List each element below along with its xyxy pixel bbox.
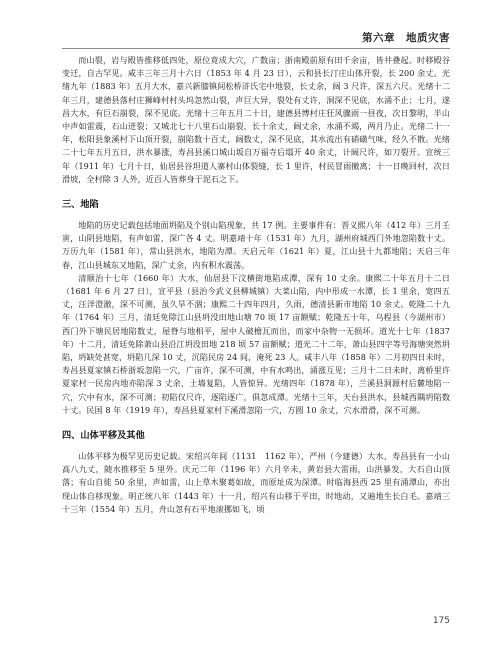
paragraph: 而山裂，岩与殿皆推移低四处，原位竟成大穴，广数亩；浙南殿前原有田千余亩，皆井叠起。时移殿谷变迁，自古罕见。咸丰三年三月十六日（1853 年 4 月 23 日），云和县长汀庄山体开裂，长 200 余丈。光绪九年（1883 年）五月大水，嘉兴新膝镇间松桥浒氏宅中地裂，长丈余，阔 3 尺许，深五六尺。光绪十二年三月，建德县落村庄狮峰村村头坞忽然山裂，声巨大异，裂处有丈许，洞深不见底，水涌不止；七月，遂昌大水，有巨石崩裂，深不见底。光绪十三年五月二十日，建德县博村庄狂风骤雨一昼夜，次日黎明，半山中声如雷震，石山迸裂；又城北七十八里石山崩裂，长十余丈，阔丈余，水涌不竭，两月乃止。光绪二十一年，松阳县象溪村下山顶开裂，崩陷数十百丈，阔数丈，深不见底，其水流出有硝磺气味，经久不散。光绪二十七年五月五日，洪水暴涨，寿昌县溪口城山坂自万福寺后塌开 40 余丈，计阔尺许，如刀裂开。宣统三年（1911 年）七月十日，仙居县谷坦道人寨村山体裂缝，长 1 里许，村民冒雨撤离；十一日晚回村，次日滑坡，全村除 3 人外，近百人皆葬身于泥石之下。 <box>62 55 450 184</box>
section-heading-mountain-shift: 四、山体平移及其他 <box>62 430 145 442</box>
page-body <box>62 54 450 516</box>
header-rule <box>62 48 450 49</box>
section-heading-land-subsidence: 三、地陷 <box>62 199 99 211</box>
running-header: 第六章 地质灾害 <box>362 32 450 44</box>
paragraph: 山体平移为极罕见历史记载。宋绍兴年间（1131 1162 年），严州（今建德）大水，寿昌县有一小山高八九丈，随水推移至 5 里外。庆元二年（1196 年）六月辛未，黄岩县大雷雨，山洪暴发，大石自山顶落；有山自徙 50 余里，声如雷，山上草木聚葛如故，而原址成为深潭。时临海县西 25 里有涌潭山，亦出现山体自移现象。明正统八年（1443 年）十一月，绍兴有山移于平田，时地动，又遍地生长白毛。嘉靖三十三年（1554 年）五月，舟山忽有石平地滚挪如飞，顷 <box>62 451 450 514</box>
page-number: 175 <box>432 616 450 626</box>
paragraph: 地陷的历史记载包括地面坍陷及个别山陷现象，共 17 例。主要事件有：晋义熙八年（412 年）三月壬寅，山阴县地陷，有声如雷，深广各 4 丈。明嘉靖十年（1531 年）九月，湖州府城西门外地忽陷数十丈。万历九年（1581 年），常山县洪水，地陷为潭。天启元年（1621 年）夏，江山县十九都地陷；天启三年春，江山县城东又地陷，深广丈余，内有积水震荡。 <box>62 220 450 270</box>
paragraph: 清顺治十七年（1660 年）大水，仙居县下汶横街地陷成潭，深有 10 丈余。康熙二十年五月十二日（1681 年 6 月 27 日），宣平县（县治今武义县柳城镇）大菜山陷，内中形成一水潭，长 1 里余，宽四五丈，汪洋澄澈，深不可测，虽久旱不涸；康熙二十四年四月，久雨，德清县新市地陷 10 余丈。乾隆二十九年（1764 年）三月，清廷免除江山县坍没田地山塘 70 顷 17 亩额赋；乾隆五十年，乌程县（今湖州市）西门外下塘民居地陷数丈，屋脊与地相平，屋中人破檐瓦而出，而家中杂物一无损坏。道光十七年（1837 年）十二月，清廷免除萧山县沿江坍没田地 218 顷 57 亩额赋；道光二十二年，萧山县四字等号海塘突然坍陷，坍缺处甚宽，坍陷几深 10 丈，沉陷民房 24 间，淹死 23 人。咸丰八年（1858 年）二月初四日未时，寿昌县夏家镇石桥浙坂忽陷一穴，广亩许，深不可测，中有水鸣出，涌涨互见；三月十二日未时，离桥里许夏家村一民房内地亦陷深 3 丈余，土墙复陷，人皆惊异。光绪四年（1878 年），兰溪县洞源村后麓地陷一穴，穴中有水，深不可测；初陷仅尺许，逐陷逐广，俱忽成潭。光绪十三年，天台县洪水，县城西隅坍陷数十丈。民国 8 年（1919 年），寿昌县夏家村下溪滑忽陷一穴，方圆 10 余丈，穴水滑滑，深不可测。 <box>62 272 450 415</box>
